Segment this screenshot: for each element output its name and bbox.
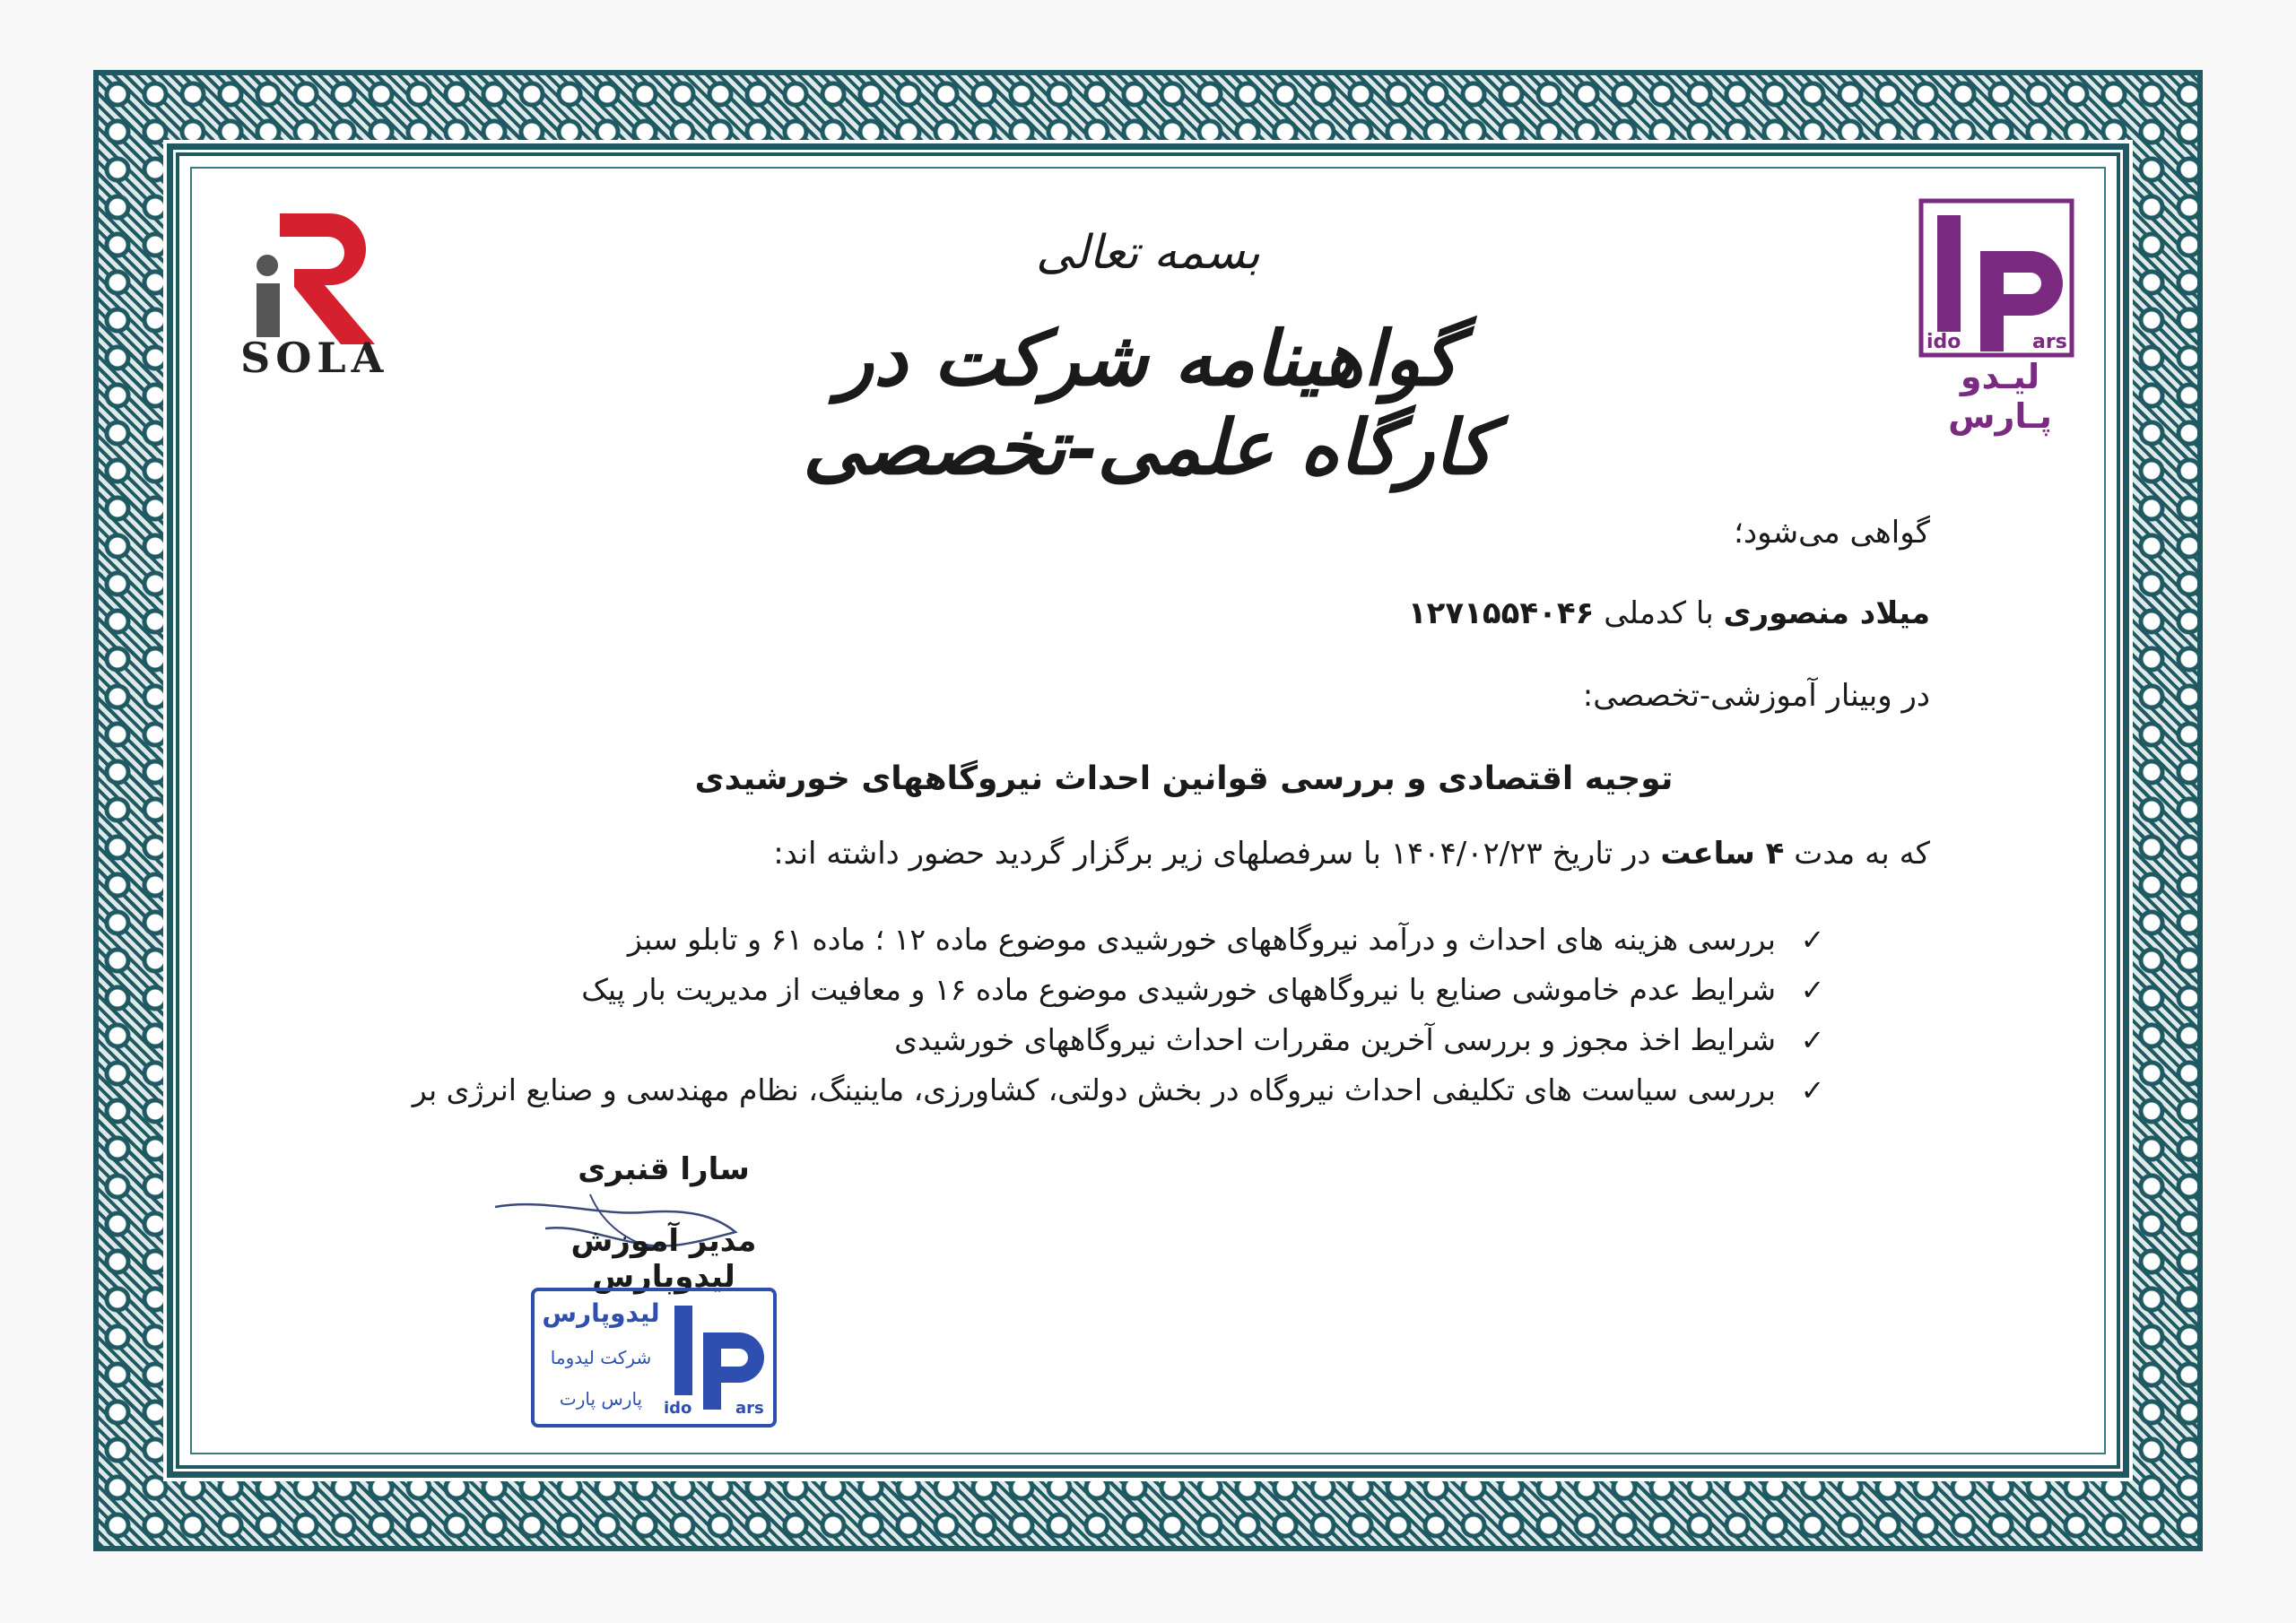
check-icon: ✓ — [1800, 923, 1825, 957]
check-icon: ✓ — [1800, 1073, 1825, 1107]
list-item — [301, 1015, 1826, 1065]
duration-line — [773, 836, 1930, 872]
stamp-line: پارس پارت — [559, 1388, 643, 1410]
duration-value: ۴ ساعت — [1660, 836, 1785, 872]
list-item — [301, 965, 1826, 1015]
topic-text: بررسی هزینه های احداث و درآمد نیروگاههای خورشیدی موضوع ماده ۱۲ ؛ ماده ۶۱ و تابلو سبز — [627, 922, 1776, 957]
list-item — [301, 1065, 1826, 1115]
svg-text:ido: ido — [1926, 331, 1961, 353]
svg-text:ars: ars — [735, 1399, 764, 1418]
idopars-name: لیـدو پـارس — [1948, 357, 2052, 436]
svg-text:ido: ido — [664, 1399, 692, 1418]
recipient-line — [1408, 595, 1930, 631]
list-item — [301, 915, 1826, 965]
check-icon: ✓ — [1800, 1023, 1825, 1057]
svg-text:ars: ars — [2032, 331, 2067, 353]
sola-brand-text: SOLA — [240, 334, 389, 382]
topic-list — [301, 915, 1826, 1115]
stamp-line: شرکت لیدوما — [550, 1347, 652, 1368]
recipient-name: میلاد منصوری — [1723, 595, 1930, 631]
duration-prefix: که به مدت — [1794, 836, 1930, 872]
topic-text: شرایط اخذ مجوز و بررسی آخرین مقررات احداث نیروگاههای خورشیدی — [894, 1022, 1776, 1057]
certificate-title: گواهینامه شرکت در کارگاه علمی-تخصصی — [803, 314, 1493, 491]
stamp-title: لیدوپارس — [542, 1298, 660, 1328]
signer-name: سارا قنبری — [578, 1151, 750, 1187]
basmala: بسمه تعالی — [1036, 226, 1260, 280]
date-phrase: در تاریخ ۱۴۰۴/۰۲/۲۳ با سرفصلهای زیر برگزار گردید حضور داشته اند: — [773, 836, 1651, 872]
topic-text: شرایط عدم خاموشی صنایع با نیروگاههای خورشیدی موضوع ماده ۱۶ و معافیت از مدیریت بار پیک — [581, 972, 1776, 1007]
course-title: توجیه اقتصادی و بررسی قوانین احداث نیروگاههای خورشیدی — [694, 760, 1674, 797]
check-icon: ✓ — [1800, 973, 1825, 1007]
signer-role: مدیر آموزش لیدوپارس — [570, 1223, 757, 1295]
webinar-intro: در وبینار آموزشی-تخصصی: — [1582, 678, 1930, 714]
id-label: با کدملی — [1604, 595, 1714, 631]
national-id: ۱۲۷۱۵۵۴۰۴۶ — [1407, 595, 1595, 631]
stamp-logo — [662, 1297, 768, 1419]
intro-line: گواهی می‌شود؛ — [1734, 515, 1930, 551]
idopars-logo — [1918, 197, 2075, 359]
topic-text: بررسی سیاست های تکلیفی احداث نیروگاه در بخش دولتی، کشاورزی، ماینینگ، نظام مهندسی و صنایع انرژی بر — [412, 1072, 1776, 1107]
